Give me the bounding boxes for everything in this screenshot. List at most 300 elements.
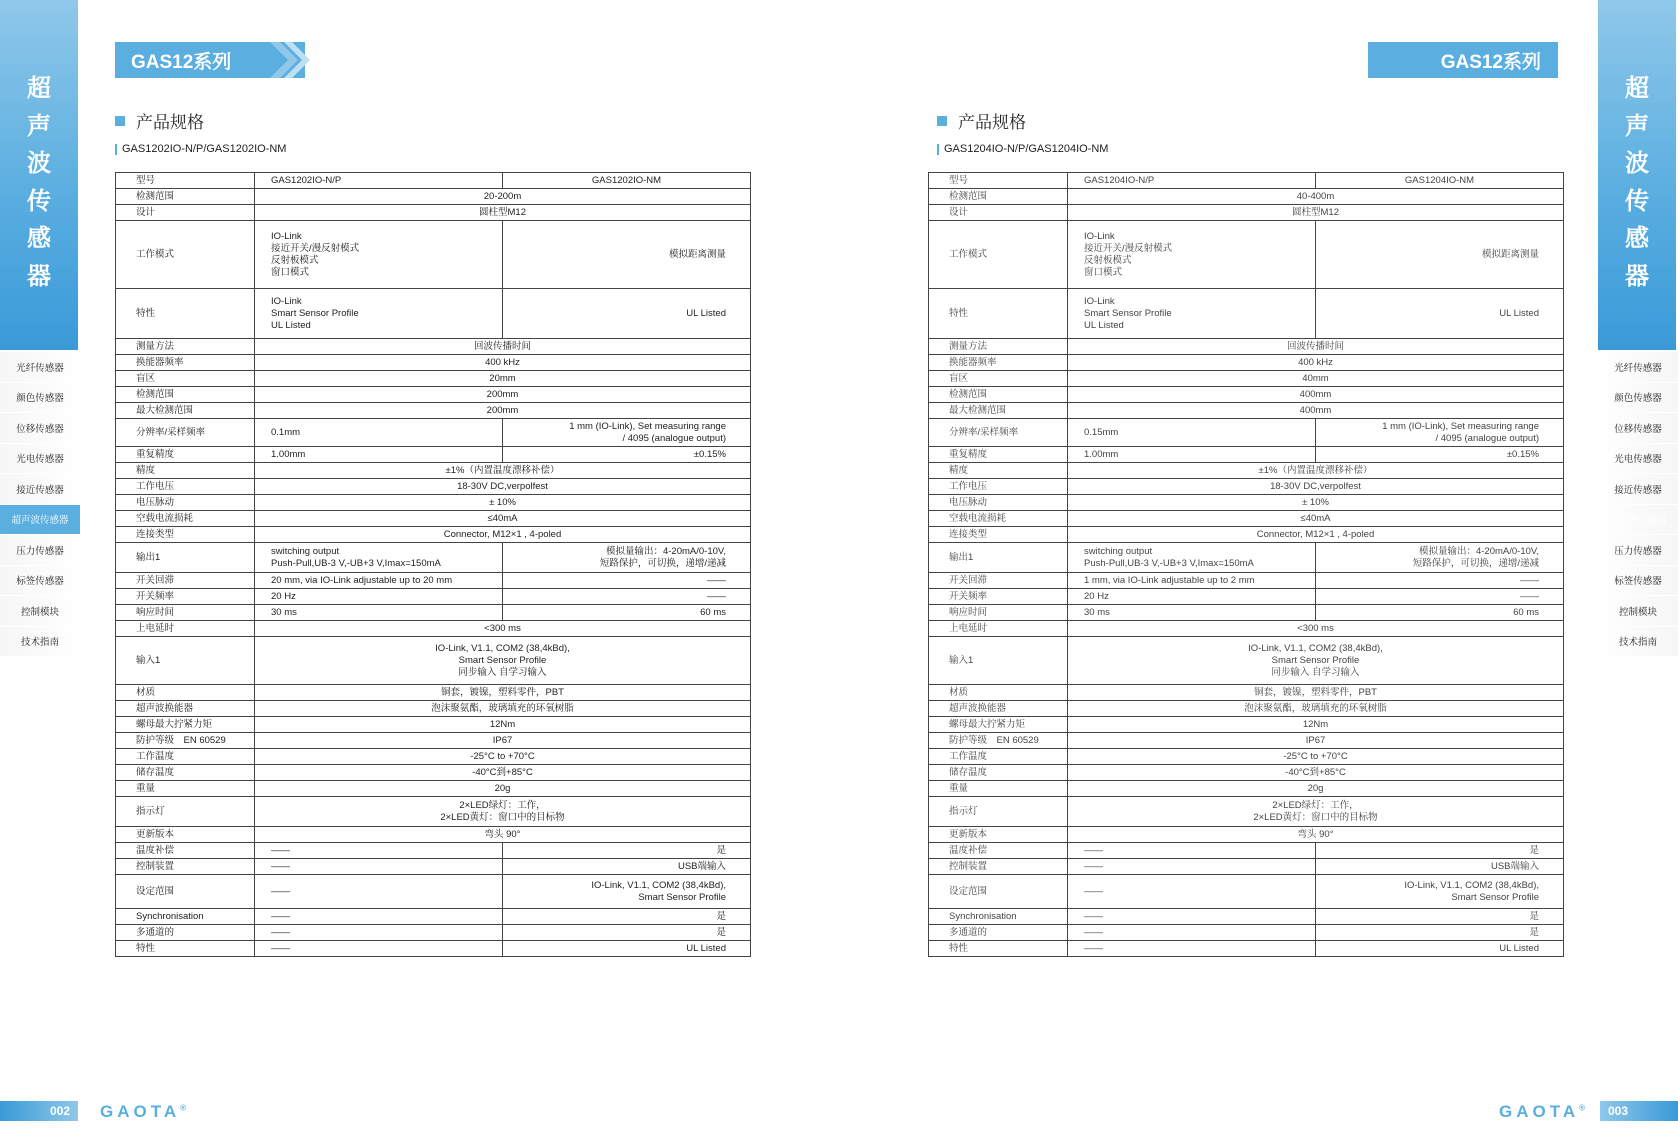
spec-value: 泡沫聚氨酯，玻璃填充的环氧树脂 <box>255 701 751 717</box>
side-title-char: 器 <box>1625 262 1649 290</box>
table-row <box>116 859 751 875</box>
table-row <box>116 733 751 749</box>
right-page <box>839 0 1678 1146</box>
section-title: 产品规格 <box>958 113 1026 132</box>
nav-item-label[interactable]: 标签传感器 <box>1598 566 1678 597</box>
spec-value-a: 1 mm, via IO-Link adjustable up to 2 mm <box>1068 573 1316 589</box>
spec-value-b: 是 <box>1316 843 1564 859</box>
side-title-char: 波 <box>1625 150 1649 177</box>
spec-value-b: USB端输入 <box>1316 859 1564 875</box>
spec-value-b: ±0.15% <box>503 447 751 463</box>
section-heading <box>937 108 1026 133</box>
table-row <box>116 511 751 527</box>
spec-label: 检测范围 <box>116 189 255 205</box>
table-row <box>929 205 1564 221</box>
table-row <box>929 909 1564 925</box>
spec-label: 开关回滞 <box>116 573 255 589</box>
spec-value: 弯头 90° <box>255 827 751 843</box>
spec-label: 重量 <box>116 781 255 797</box>
spec-value-a: —— <box>1068 909 1316 925</box>
spec-label: 螺母最大拧紧力矩 <box>116 717 255 733</box>
spec-label: 螺母最大拧紧力矩 <box>929 717 1068 733</box>
table-row <box>929 463 1564 479</box>
nav-item-proximity[interactable]: 接近传感器 <box>0 474 80 505</box>
spec-value: ± 10% <box>255 495 751 511</box>
spec-label: 型号 <box>116 173 255 189</box>
spec-value-a: —— <box>255 909 503 925</box>
table-row <box>116 173 751 189</box>
nav-item-ultrasonic[interactable]: 超声波传感器 <box>1598 505 1678 536</box>
section-heading <box>115 108 204 133</box>
spec-label: 工作温度 <box>116 749 255 765</box>
side-title <box>1598 70 1676 295</box>
spec-label: 检测范围 <box>116 387 255 403</box>
table-row <box>929 479 1564 495</box>
spec-value-a: 1.00mm <box>255 447 503 463</box>
nav-item-tech-guide[interactable]: 技术指南 <box>1598 627 1678 658</box>
table-row <box>929 781 1564 797</box>
heading-square-icon <box>937 116 947 126</box>
brand-logo <box>100 1102 186 1122</box>
spec-label: 更新版本 <box>116 827 255 843</box>
table-row <box>116 403 751 419</box>
table-row <box>929 387 1564 403</box>
spec-value-a: —— <box>255 843 503 859</box>
side-title-char: 传 <box>27 187 51 215</box>
spec-label: 温度补偿 <box>116 843 255 859</box>
spec-value: Connector, M12×1 , 4-poled <box>255 527 751 543</box>
spec-value-a: IO-Link 接近开关/漫反射模式 反射板模式 窗口模式 <box>255 221 503 289</box>
spec-value: ≤40mA <box>255 511 751 527</box>
spec-value: ±1%（内置温度漂移补偿） <box>1068 463 1564 479</box>
spec-label: 工作模式 <box>929 221 1068 289</box>
table-row <box>116 355 751 371</box>
spec-label: 设定范围 <box>929 875 1068 909</box>
spec-label: 响应时间 <box>929 605 1068 621</box>
table-row <box>929 495 1564 511</box>
spec-label: 特性 <box>116 941 255 957</box>
spec-value: 200mm <box>255 403 751 419</box>
spec-value-a: —— <box>1068 859 1316 875</box>
spec-value-b: 是 <box>1316 925 1564 941</box>
spec-value: 400 kHz <box>255 355 751 371</box>
nav-item-label[interactable]: 标签传感器 <box>0 566 80 597</box>
table-row <box>116 685 751 701</box>
table-row <box>929 419 1564 447</box>
side-title-char: 传 <box>1625 187 1649 215</box>
spec-value: IP67 <box>255 733 751 749</box>
section-title: 产品规格 <box>136 113 204 132</box>
spec-label: 开关频率 <box>929 589 1068 605</box>
spec-value-b: —— <box>1316 589 1564 605</box>
side-title-char: 声 <box>1625 112 1649 140</box>
table-row <box>116 701 751 717</box>
spec-label: 设定范围 <box>116 875 255 909</box>
spec-label: 型号 <box>929 173 1068 189</box>
nav-item-color[interactable]: 颜色传感器 <box>1598 383 1678 414</box>
spec-value-a: switching output Push-Pull,UB-3 V,-UB+3 V,Imax=150mA <box>255 543 503 573</box>
spec-value: -25°C to +70°C <box>1068 749 1564 765</box>
side-title-char: 器 <box>27 262 51 290</box>
spec-value-b: 是 <box>503 843 751 859</box>
table-row <box>116 543 751 573</box>
spec-label: 温度补偿 <box>929 843 1068 859</box>
spec-label: 指示灯 <box>116 797 255 827</box>
table-row <box>929 733 1564 749</box>
table-row <box>929 447 1564 463</box>
chevron-decoration-icon <box>252 42 322 78</box>
spec-value: 20mm <box>255 371 751 387</box>
spec-value-b: 模拟距离测量 <box>503 221 751 289</box>
spec-label: 指示灯 <box>929 797 1068 827</box>
spec-label: 特性 <box>929 289 1068 339</box>
table-row <box>929 371 1564 387</box>
table-row <box>116 843 751 859</box>
spec-label: 超声波换能器 <box>929 701 1068 717</box>
table-row <box>929 797 1564 827</box>
table-row <box>929 573 1564 589</box>
spec-value-a: —— <box>255 859 503 875</box>
spec-label: 空载电流损耗 <box>116 511 255 527</box>
side-title-char: 超 <box>27 75 51 102</box>
spec-label: 最大检测范围 <box>116 403 255 419</box>
table-row <box>929 941 1564 957</box>
spec-value-b: 1 mm (IO-Link), Set measuring range / 4095 (analogue output) <box>1316 419 1564 447</box>
brand-text: GAOTA <box>100 1102 181 1121</box>
spec-value-a: IO-Link 接近开关/漫反射模式 反射板模式 窗口模式 <box>1068 221 1316 289</box>
table-row <box>929 173 1564 189</box>
spec-label: 超声波换能器 <box>116 701 255 717</box>
spec-value-a: IO-Link Smart Sensor Profile UL Listed <box>1068 289 1316 339</box>
table-row <box>929 637 1564 685</box>
side-title-char: 波 <box>27 150 51 177</box>
spec-value-b: 60 ms <box>1316 605 1564 621</box>
table-row <box>929 403 1564 419</box>
spec-value-a: —— <box>255 925 503 941</box>
table-row <box>929 701 1564 717</box>
spec-label: 开关回滞 <box>929 573 1068 589</box>
spec-value: IO-Link, V1.1, COM2 (38,4kBd), Smart Sensor Profile 同步输入 自学习输入 <box>1068 637 1564 685</box>
spec-value: 12Nm <box>1068 717 1564 733</box>
model-names: GAS1202IO-N/P/GAS1202IO-NM <box>122 143 287 155</box>
page-number: 002 <box>0 1101 78 1121</box>
table-row <box>929 925 1564 941</box>
table-row <box>929 605 1564 621</box>
spec-value-b: 模拟距离测量 <box>1316 221 1564 289</box>
nav-item-displacement[interactable]: 位移传感器 <box>1598 413 1678 444</box>
table-row <box>929 717 1564 733</box>
nav-item-color[interactable]: 颜色传感器 <box>0 383 80 414</box>
spec-label: 储存温度 <box>116 765 255 781</box>
spec-value: 400 kHz <box>1068 355 1564 371</box>
spec-label: 检测范围 <box>929 387 1068 403</box>
nav-item-fiber[interactable]: 光纤传感器 <box>0 352 80 383</box>
spec-value-a: GAS1204IO-N/P <box>1068 173 1316 189</box>
side-title-char: 超 <box>1625 75 1649 102</box>
spec-value: -40°C到+85°C <box>255 765 751 781</box>
spec-label: 响应时间 <box>116 605 255 621</box>
table-row <box>116 621 751 637</box>
spec-value-a: switching output Push-Pull,UB-3 V,-UB+3 V,Imax=150mA <box>1068 543 1316 573</box>
table-row <box>929 685 1564 701</box>
spec-value-b: UL Listed <box>503 289 751 339</box>
spec-label: 换能器频率 <box>929 355 1068 371</box>
spec-label: 特性 <box>929 941 1068 957</box>
spec-label: Synchronisation <box>116 909 255 925</box>
spec-label: 防护等级 EN 60529 <box>929 733 1068 749</box>
spec-value-a: GAS1202IO-N/P <box>255 173 503 189</box>
table-row <box>116 765 751 781</box>
spec-value-a: 0.1mm <box>255 419 503 447</box>
spec-label: 盲区 <box>116 371 255 387</box>
spec-value-b: IO-Link, V1.1, COM2 (38,4kBd), Smart Sensor Profile <box>1316 875 1564 909</box>
spec-label: 工作温度 <box>929 749 1068 765</box>
side-title-bar <box>1598 0 1676 350</box>
category-nav <box>1598 352 1678 657</box>
table-row <box>116 371 751 387</box>
spec-label: 连接类型 <box>116 527 255 543</box>
nav-item-tech-guide[interactable]: 技术指南 <box>0 627 80 658</box>
table-row <box>116 909 751 925</box>
table-row <box>116 605 751 621</box>
table-row <box>929 511 1564 527</box>
spec-table <box>115 172 751 957</box>
table-row <box>929 289 1564 339</box>
spec-value-b: 是 <box>503 909 751 925</box>
spec-value: 18-30V DC,verpolfest <box>255 479 751 495</box>
spec-value-a: —— <box>1068 925 1316 941</box>
spec-label: 输入1 <box>116 637 255 685</box>
spec-value-b: UL Listed <box>503 941 751 957</box>
spec-label: 开关频率 <box>116 589 255 605</box>
brand-text: GAOTA <box>1499 1102 1580 1121</box>
spec-label: 特性 <box>116 289 255 339</box>
spec-label: 精度 <box>116 463 255 479</box>
spec-label: Synchronisation <box>929 909 1068 925</box>
model-bar-icon <box>937 144 939 155</box>
spec-value-b: —— <box>503 589 751 605</box>
spec-value: 铜套，镀镍，塑料零件，PBT <box>255 685 751 701</box>
table-row <box>929 221 1564 289</box>
spec-label: 储存温度 <box>929 765 1068 781</box>
table-row <box>116 781 751 797</box>
spec-label: 控制装置 <box>929 859 1068 875</box>
table-row <box>929 843 1564 859</box>
spec-label: 多通道的 <box>116 925 255 941</box>
spec-value-a: 20 mm, via IO-Link adjustable up to 20 mm <box>255 573 503 589</box>
spec-label: 输出1 <box>116 543 255 573</box>
table-row <box>116 221 751 289</box>
table-row <box>116 289 751 339</box>
table-row <box>929 339 1564 355</box>
table-row <box>116 589 751 605</box>
spec-value: 圆柱型M12 <box>255 205 751 221</box>
table-row <box>929 765 1564 781</box>
table-row <box>116 495 751 511</box>
spec-value-b: ±0.15% <box>1316 447 1564 463</box>
spec-label: 分辨率/采样频率 <box>116 419 255 447</box>
spec-value-a: 30 ms <box>255 605 503 621</box>
table-row <box>929 859 1564 875</box>
table-row <box>929 589 1564 605</box>
spec-value-b: 是 <box>503 925 751 941</box>
spec-value-a: —— <box>1068 941 1316 957</box>
spec-value: Connector, M12×1 , 4-poled <box>1068 527 1564 543</box>
table-row <box>929 189 1564 205</box>
page-number: 003 <box>1600 1101 1678 1121</box>
spec-label: 电压脉动 <box>929 495 1068 511</box>
heading-square-icon <box>115 116 125 126</box>
nav-item-fiber[interactable]: 光纤传感器 <box>1598 352 1678 383</box>
right-sidebar <box>1598 0 1678 1146</box>
spec-value: 400mm <box>1068 387 1564 403</box>
spec-value-b: —— <box>1316 573 1564 589</box>
side-title-char: 声 <box>27 112 51 140</box>
spec-value-a: 1.00mm <box>1068 447 1316 463</box>
table-row <box>116 479 751 495</box>
spec-value: -40°C到+85°C <box>1068 765 1564 781</box>
side-title-char: 感 <box>27 225 51 252</box>
spec-value: 40mm <box>1068 371 1564 387</box>
table-row <box>116 637 751 685</box>
spec-value-a: 30 ms <box>1068 605 1316 621</box>
spec-value-b: 是 <box>1316 909 1564 925</box>
table-row <box>929 749 1564 765</box>
spec-value-a: —— <box>1068 875 1316 909</box>
model-line <box>937 143 1108 155</box>
nav-item-photoelectric[interactable]: 光电传感器 <box>0 444 80 475</box>
spec-value-b: GAS1202IO-NM <box>503 173 751 189</box>
table-row <box>116 419 751 447</box>
spec-label: 重复精度 <box>929 447 1068 463</box>
side-title <box>0 70 78 295</box>
spec-label: 材质 <box>929 685 1068 701</box>
spec-value-a: 20 Hz <box>255 589 503 605</box>
spec-value: 400mm <box>1068 403 1564 419</box>
table-row <box>929 827 1564 843</box>
nav-item-control-module[interactable]: 控制模块 <box>0 596 80 627</box>
table-row <box>116 941 751 957</box>
spec-label: 测量方法 <box>929 339 1068 355</box>
spec-label: 分辨率/采样频率 <box>929 419 1068 447</box>
nav-item-proximity[interactable]: 接近传感器 <box>1598 474 1678 505</box>
registered-mark-icon: ® <box>180 1103 187 1113</box>
spec-value: IP67 <box>1068 733 1564 749</box>
spec-label: 最大检测范围 <box>929 403 1068 419</box>
table-row <box>116 717 751 733</box>
spec-value: <300 ms <box>255 621 751 637</box>
nav-item-pressure[interactable]: 压力传感器 <box>0 535 80 566</box>
spec-label: 多通道的 <box>929 925 1068 941</box>
spec-value: 圆柱型M12 <box>1068 205 1564 221</box>
spec-label: 输入1 <box>929 637 1068 685</box>
spec-value-a: —— <box>1068 843 1316 859</box>
table-row <box>929 621 1564 637</box>
spec-value: 泡沫聚氨酯，玻璃填充的环氧树脂 <box>1068 701 1564 717</box>
spec-label: 工作电压 <box>929 479 1068 495</box>
spec-value-a: —— <box>255 875 503 909</box>
spec-table <box>928 172 1564 957</box>
nav-item-displacement[interactable]: 位移传感器 <box>0 413 80 444</box>
table-row <box>116 797 751 827</box>
table-row <box>929 875 1564 909</box>
spec-label: 盲区 <box>929 371 1068 387</box>
spec-value: ≤40mA <box>1068 511 1564 527</box>
spec-label: 设计 <box>116 205 255 221</box>
spec-value: ±1%（内置温度漂移补偿） <box>255 463 751 479</box>
spec-label: 换能器频率 <box>116 355 255 371</box>
spec-label: 上电延时 <box>929 621 1068 637</box>
spec-label: 检测范围 <box>929 189 1068 205</box>
spec-label: 空载电流损耗 <box>929 511 1068 527</box>
spec-value-b: UL Listed <box>1316 289 1564 339</box>
spec-value: 40-400m <box>1068 189 1564 205</box>
spec-label: 工作模式 <box>116 221 255 289</box>
spec-value-b: 1 mm (IO-Link), Set measuring range / 4095 (analogue output) <box>503 419 751 447</box>
spec-label: 电压脉动 <box>116 495 255 511</box>
spec-label: 测量方法 <box>116 339 255 355</box>
spec-value: IO-Link, V1.1, COM2 (38,4kBd), Smart Sensor Profile 同步输入 自学习输入 <box>255 637 751 685</box>
spec-label: 重复精度 <box>116 447 255 463</box>
spec-value: 20-200m <box>255 189 751 205</box>
nav-item-ultrasonic[interactable]: 超声波传感器 <box>0 505 80 536</box>
model-bar-icon <box>115 144 117 155</box>
table-row <box>116 925 751 941</box>
spec-value: 2×LED绿灯：工作， 2×LED黄灯：窗口中的目标物 <box>255 797 751 827</box>
spec-value-a: 0.15mm <box>1068 419 1316 447</box>
spec-value-a: 20 Hz <box>1068 589 1316 605</box>
table-row <box>929 527 1564 543</box>
series-banner: GAS12系列 <box>115 42 305 78</box>
table-row <box>929 543 1564 573</box>
spec-label: 精度 <box>929 463 1068 479</box>
registered-mark-icon: ® <box>1579 1103 1586 1113</box>
spec-label: 防护等级 EN 60529 <box>116 733 255 749</box>
spec-value: 200mm <box>255 387 751 403</box>
spec-label: 连接类型 <box>929 527 1068 543</box>
spec-value: 20g <box>1068 781 1564 797</box>
spec-value-a: IO-Link Smart Sensor Profile UL Listed <box>255 289 503 339</box>
table-row <box>116 573 751 589</box>
brand-logo <box>1499 1102 1585 1122</box>
table-row <box>116 827 751 843</box>
spec-label: 材质 <box>116 685 255 701</box>
series-banner: GAS12系列 <box>1368 42 1558 78</box>
table-row <box>116 189 751 205</box>
spec-value: 回波传播时间 <box>1068 339 1564 355</box>
spec-value: 12Nm <box>255 717 751 733</box>
left-sidebar <box>0 0 80 1146</box>
spec-value: -25°C to +70°C <box>255 749 751 765</box>
spec-value: 18-30V DC,verpolfest <box>1068 479 1564 495</box>
table-row <box>929 355 1564 371</box>
spec-value-b: USB端输入 <box>503 859 751 875</box>
spec-value: 铜套，镀镍，塑料零件，PBT <box>1068 685 1564 701</box>
spec-value-b: 模拟量输出：4-20mA/0-10V, 短路保护，可切换，递增/递减 <box>503 543 751 573</box>
spec-label: 重量 <box>929 781 1068 797</box>
spec-value-b: UL Listed <box>1316 941 1564 957</box>
nav-item-control-module[interactable]: 控制模块 <box>1598 596 1678 627</box>
spec-value-b: GAS1204IO-NM <box>1316 173 1564 189</box>
table-row <box>116 749 751 765</box>
spec-value: 弯头 90° <box>1068 827 1564 843</box>
spec-value-b: 60 ms <box>503 605 751 621</box>
spec-value: 回波传播时间 <box>255 339 751 355</box>
nav-item-photoelectric[interactable]: 光电传感器 <box>1598 444 1678 475</box>
spec-value: <300 ms <box>1068 621 1564 637</box>
nav-item-pressure[interactable]: 压力传感器 <box>1598 535 1678 566</box>
category-nav <box>0 352 80 657</box>
